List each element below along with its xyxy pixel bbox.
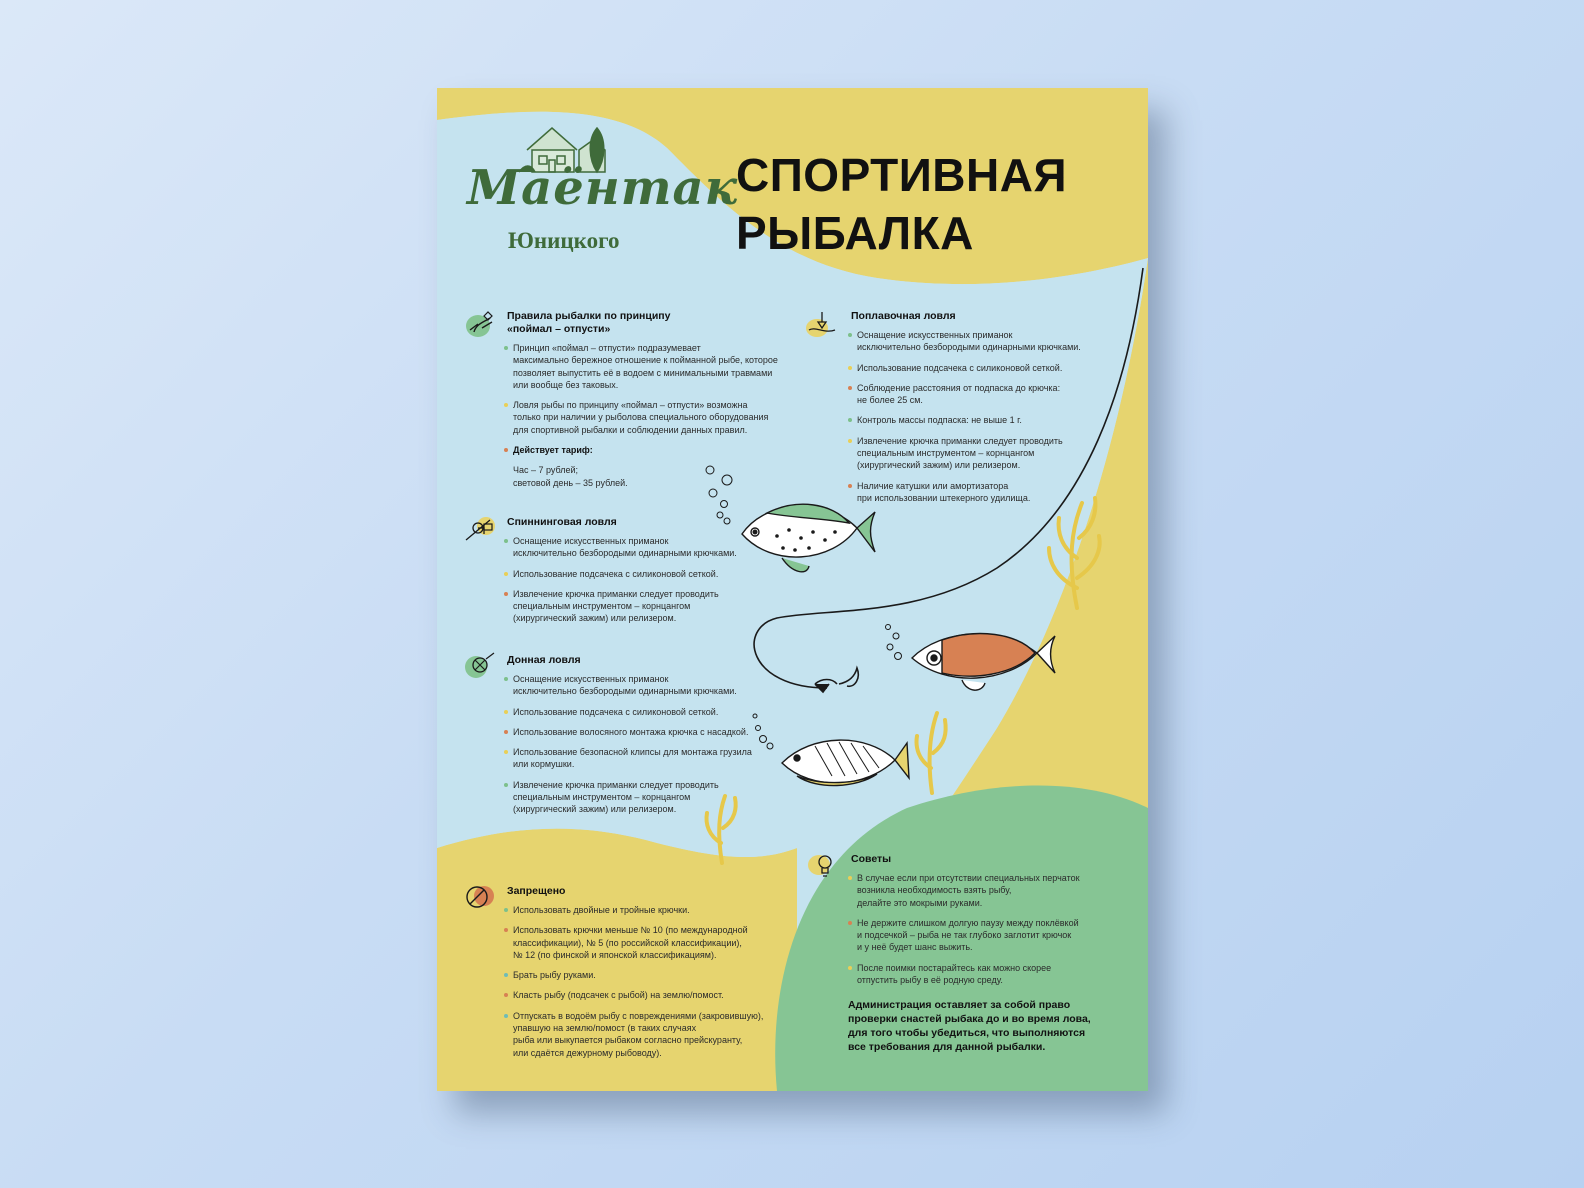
list-item: В случае если при отсутствии специальных перчаток возникла необходимость взять рыбу, делайте это мокрыми руками. <box>851 872 1080 909</box>
list-item: Не держите слишком долгую паузу между поклёвкой и подсечкой – рыба не так глубоко заглотит крючок и у неё будет шанс выжить. <box>851 917 1080 954</box>
list-item: Контроль массы подпаска: не выше 1 г. <box>851 414 1081 426</box>
list-item: Ловля рыбы по принципу «поймал – отпусти» возможна только при наличии у рыболова специального оборудования для спортивной рыбалки и соблюдении данных правил. <box>507 399 778 436</box>
list-item: Класть рыбу (подсачек с рыбой) на землю/помост. <box>507 989 763 1001</box>
page-title <box>736 146 1067 262</box>
list-item: Соблюдение расстояния от подпаска до крючка: не более 25 см. <box>851 382 1081 407</box>
list-item: Брать рыбу руками. <box>507 969 763 981</box>
fishing-net-icon <box>464 651 498 681</box>
float-bobber-icon <box>805 310 839 340</box>
list-item: После поимки постарайтесь как можно скорее отпустить рыбу в её родную среду. <box>851 962 1080 987</box>
tariff-values: Час – 7 рублей; световой день – 35 рублей. <box>513 465 628 488</box>
list-item: Использование подсачека с силиконовой сеткой. <box>507 568 737 580</box>
title-line-2: РЫБАЛКА <box>736 207 974 259</box>
tariff-label: Действует тариф: <box>507 444 778 456</box>
list-item: Использование волосяного монтажа крючка с насадкой. <box>507 726 752 738</box>
list-item: Извлечение крючка приманки следует проводить специальным инструментом – корнцангом (хирургический зажим) или релизером. <box>507 779 752 816</box>
list-item: Принцип «поймал – отпусти» подразумевает максимально бережное отношение к пойманной рыбе, которое позволяет выпустить её в водоем с минимальными травмами или вообще без таковых. <box>507 342 778 391</box>
catch-release-section <box>507 310 778 497</box>
tips-heading: Советы <box>851 853 892 865</box>
list-item: Использование безопасной клипсы для монтажа грузила или кормушки. <box>507 746 752 771</box>
poster <box>437 88 1148 1091</box>
admin-note: Администрация оставляет за собой право проверки снастей рыбака до и во время лова, для того чтобы убедиться, что выполняются все требования для данной рыбалки. <box>848 999 1091 1053</box>
list-item: Использовать двойные и тройные крючки. <box>507 904 763 916</box>
spinning-section <box>507 516 737 633</box>
prohibited-icon <box>464 882 498 912</box>
bottom-fishing-heading: Донная ловля <box>507 654 581 666</box>
spinning-heading: Спиннинговая ловля <box>507 516 617 528</box>
title-line-1: СПОРТИВНАЯ <box>736 149 1068 201</box>
list-item: Оснащение искусственных приманок исключительно безбородыми одинарными крючками. <box>851 329 1081 354</box>
hand-fish-icon <box>464 310 498 340</box>
list-item: Использование подсачека с силиконовой сеткой. <box>507 706 752 718</box>
forbidden-heading: Запрещено <box>507 885 566 897</box>
catch-release-heading: Правила рыбалки по принципу «поймал – отпусти» <box>507 310 671 335</box>
logo-subtitle: Юницкого <box>508 228 620 253</box>
logo-script: Маёнтак <box>467 160 739 216</box>
list-item: Использовать крючки меньше № 10 (по международной классификации), № 5 (по российской классификации), № 12 (по финской и японской классификациям). <box>507 924 763 961</box>
forbidden-section <box>507 885 763 1067</box>
list-item: Извлечение крючка приманки следует проводить специальным инструментом – корнцангом (хирургический зажим) или релизером. <box>507 588 737 625</box>
list-item: Оснащение искусственных приманок исключительно безбородыми одинарными крючками. <box>507 673 752 698</box>
list-item: Использование подсачека с силиконовой сеткой. <box>851 362 1081 374</box>
list-item: Извлечение крючка приманки следует проводить специальным инструментом – корнцангом (хирургический зажим) или релизером. <box>851 435 1081 472</box>
float-fishing-heading: Поплавочная ловля <box>851 310 956 322</box>
list-item: Отпускать в водоём рыбу с повреждениями (закровившую), упавшую на землю/помост (в таких случаях рыба или выкупается рыбаком согласно прейскуранту, или сдаётся дежурному рыбоводу). <box>507 1010 763 1059</box>
list-item: Оснащение искусственных приманок исключительно безбородыми одинарными крючками. <box>507 535 737 560</box>
float-fishing-section <box>851 310 1081 512</box>
lightbulb-icon <box>805 851 839 881</box>
bottom-fishing-section <box>507 654 752 824</box>
tips-section <box>851 853 1080 994</box>
list-item: Наличие катушки или амортизатора при использовании штекерного удилища. <box>851 480 1081 505</box>
spinning-reel-icon <box>464 514 498 544</box>
